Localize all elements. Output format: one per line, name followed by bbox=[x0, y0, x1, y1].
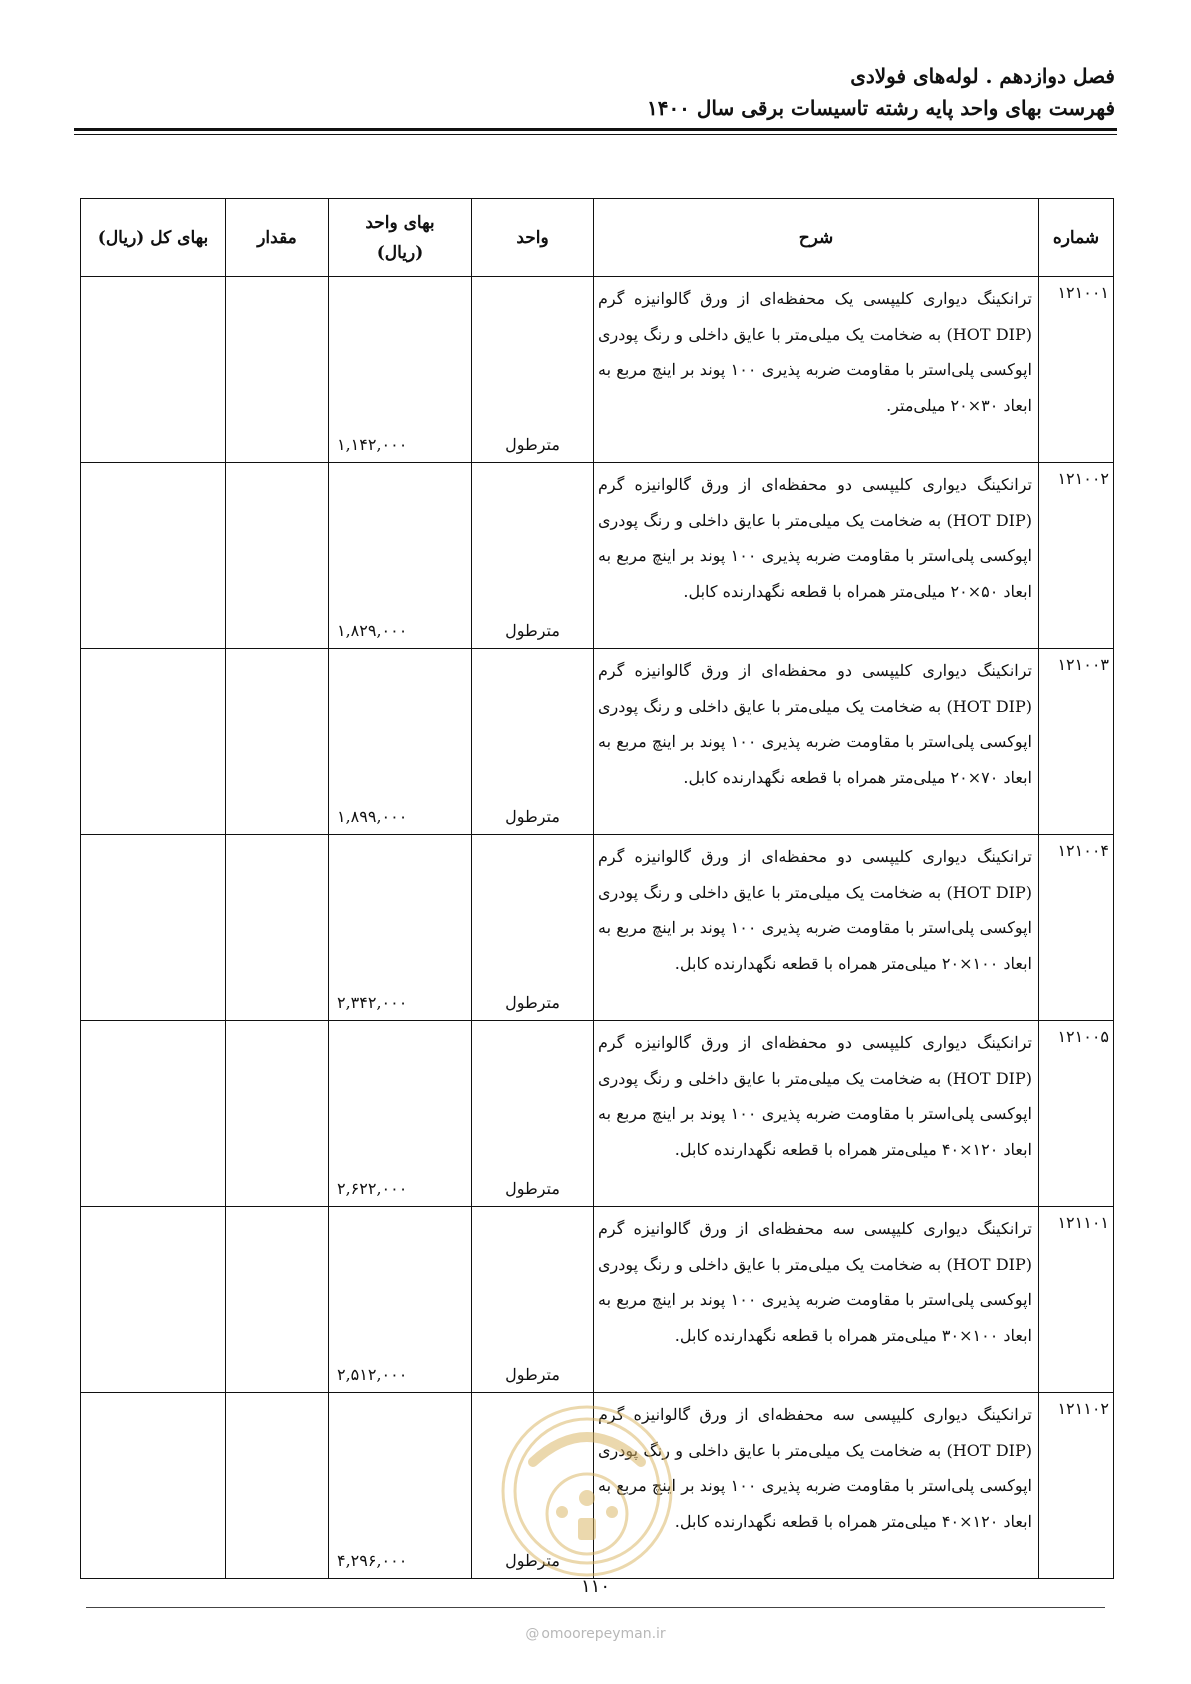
website-text: omoorepeyman.ir bbox=[541, 1626, 666, 1642]
col-header-quantity: مقدار bbox=[226, 199, 329, 277]
item-number: ۱۲۱۰۰۱ bbox=[1039, 277, 1114, 463]
item-total-price bbox=[81, 649, 226, 835]
item-unit: مترطول bbox=[472, 1207, 594, 1393]
item-description: ترانکینگ دیواری کلیپسی سه محفظه‌ای از ورق گالوانیزه گرم (HOT DIP) به ضخامت یک میلی‌متر با عایق داخلی و رنگ پودری اپوکسی پلی‌استر با مقاومت ضربه پذیری ۱۰۰ پوند بر اینچ مربع به ابعاد ۱۲۰×۴۰ میلی‌متر همراه با قطعه نگهدارنده کابل. bbox=[594, 1393, 1039, 1579]
col-header-total-price: بهای کل (ریال) bbox=[81, 199, 226, 277]
page-header bbox=[75, 60, 1115, 124]
price-table bbox=[80, 198, 1114, 1579]
item-unit: مترطول bbox=[472, 649, 594, 835]
item-quantity bbox=[226, 463, 329, 649]
item-total-price bbox=[81, 835, 226, 1021]
item-unit-price: ۱,۱۴۲,۰۰۰ bbox=[329, 277, 472, 463]
table-row bbox=[81, 649, 1114, 835]
item-number: ۱۲۱۰۰۳ bbox=[1039, 649, 1114, 835]
item-quantity bbox=[226, 1393, 329, 1579]
item-unit-price: ۴,۲۹۶,۰۰۰ bbox=[329, 1393, 472, 1579]
table-row bbox=[81, 463, 1114, 649]
seal-watermark-icon bbox=[498, 1402, 676, 1580]
item-quantity bbox=[226, 277, 329, 463]
item-description: ترانکینگ دیواری کلیپسی سه محفظه‌ای از ورق گالوانیزه گرم (HOT DIP) به ضخامت یک میلی‌متر با عایق داخلی و رنگ پودری اپوکسی پلی‌استر با مقاومت ضربه پذیری ۱۰۰ پوند بر اینچ مربع به ابعاد ۱۰۰×۳۰ میلی‌متر همراه با قطعه نگهدارنده کابل. bbox=[594, 1207, 1039, 1393]
item-unit: مترطول bbox=[472, 277, 594, 463]
item-quantity bbox=[226, 649, 329, 835]
col-header-unit: واحد bbox=[472, 199, 594, 277]
item-description: ترانکینگ دیواری کلیپسی دو محفظه‌ای از ورق گالوانیزه گرم (HOT DIP) به ضخامت یک میلی‌متر با عایق داخلی و رنگ پودری اپوکسی پلی‌استر با مقاومت ضربه پذیری ۱۰۰ پوند بر اینچ مربع به ابعاد ۷۰×۲۰ میلی‌متر همراه با قطعه نگهدارنده کابل. bbox=[594, 649, 1039, 835]
item-number: ۱۲۱۰۰۵ bbox=[1039, 1021, 1114, 1207]
at-icon: @ bbox=[525, 1626, 540, 1642]
item-unit-price: ۲,۵۱۲,۰۰۰ bbox=[329, 1207, 472, 1393]
item-total-price bbox=[81, 1021, 226, 1207]
item-description: ترانکینگ دیواری کلیپسی دو محفظه‌ای از ورق گالوانیزه گرم (HOT DIP) به ضخامت یک میلی‌متر با عایق داخلی و رنگ پودری اپوکسی پلی‌استر با مقاومت ضربه پذیری ۱۰۰ پوند بر اینچ مربع به ابعاد ۱۰۰×۲۰ میلی‌متر همراه با قطعه نگهدارنده کابل. bbox=[594, 835, 1039, 1021]
table-row bbox=[81, 835, 1114, 1021]
item-quantity bbox=[226, 1021, 329, 1207]
page-number: ۱۱۰ bbox=[580, 1576, 610, 1597]
col-header-description: شرح bbox=[594, 199, 1039, 277]
header-rule-thin bbox=[74, 134, 1117, 135]
table-row bbox=[81, 1021, 1114, 1207]
item-total-price bbox=[81, 1207, 226, 1393]
col-header-unit-price-text: بهای واحد (ریال) bbox=[365, 212, 435, 263]
item-unit: مترطول bbox=[472, 1393, 594, 1579]
chapter-title: فصل دوازدهم . لوله‌های فولادی bbox=[850, 64, 1115, 88]
item-unit: مترطول bbox=[472, 1021, 594, 1207]
item-description: ترانکینگ دیواری کلیپسی یک محفظه‌ای از ورق گالوانیزه گرم (HOT DIP) به ضخامت یک میلی‌متر با عایق داخلی و رنگ پودری اپوکسی پلی‌استر با مقاومت ضربه پذیری ۱۰۰ پوند بر اینچ مربع به ابعاد ۳۰×۲۰ میلی‌متر. bbox=[594, 277, 1039, 463]
website-watermark bbox=[0, 1626, 1191, 1642]
item-unit-price: ۲,۶۲۲,۰۰۰ bbox=[329, 1021, 472, 1207]
item-description: ترانکینگ دیواری کلیپسی دو محفظه‌ای از ورق گالوانیزه گرم (HOT DIP) به ضخامت یک میلی‌متر با عایق داخلی و رنگ پودری اپوکسی پلی‌استر با مقاومت ضربه پذیری ۱۰۰ پوند بر اینچ مربع به ابعاد ۵۰×۲۰ میلی‌متر همراه با قطعه نگهدارنده کابل. bbox=[594, 463, 1039, 649]
item-unit: مترطول bbox=[472, 835, 594, 1021]
col-header-unit-price bbox=[329, 199, 472, 277]
item-description: ترانکینگ دیواری کلیپسی دو محفظه‌ای از ورق گالوانیزه گرم (HOT DIP) به ضخامت یک میلی‌متر با عایق داخلی و رنگ پودری اپوکسی پلی‌استر با مقاومت ضربه پذیری ۱۰۰ پوند بر اینچ مربع به ابعاد ۱۲۰×۴۰ میلی‌متر همراه با قطعه نگهدارنده کابل. bbox=[594, 1021, 1039, 1207]
table-row bbox=[81, 277, 1114, 463]
table-row bbox=[81, 1207, 1114, 1393]
item-unit-price: ۱,۸۲۹,۰۰۰ bbox=[329, 463, 472, 649]
table-header-row bbox=[81, 199, 1114, 277]
item-number: ۱۲۱۱۰۱ bbox=[1039, 1207, 1114, 1393]
item-total-price bbox=[81, 463, 226, 649]
item-quantity bbox=[226, 835, 329, 1021]
item-unit-price: ۱,۸۹۹,۰۰۰ bbox=[329, 649, 472, 835]
item-total-price bbox=[81, 277, 226, 463]
item-number: ۱۲۱۰۰۲ bbox=[1039, 463, 1114, 649]
item-number: ۱۲۱۰۰۴ bbox=[1039, 835, 1114, 1021]
document-title: فهرست بهای واحد پایه رشته تاسیسات برقی سال ۱۴۰۰ bbox=[646, 96, 1115, 120]
item-total-price bbox=[81, 1393, 226, 1579]
item-quantity bbox=[226, 1207, 329, 1393]
item-number: ۱۲۱۱۰۲ bbox=[1039, 1393, 1114, 1579]
col-header-number: شماره bbox=[1039, 199, 1114, 277]
footer-rule bbox=[86, 1607, 1105, 1608]
header-rule-thick bbox=[74, 128, 1117, 131]
item-unit: مترطول bbox=[472, 463, 594, 649]
item-unit-price: ۲,۳۴۲,۰۰۰ bbox=[329, 835, 472, 1021]
